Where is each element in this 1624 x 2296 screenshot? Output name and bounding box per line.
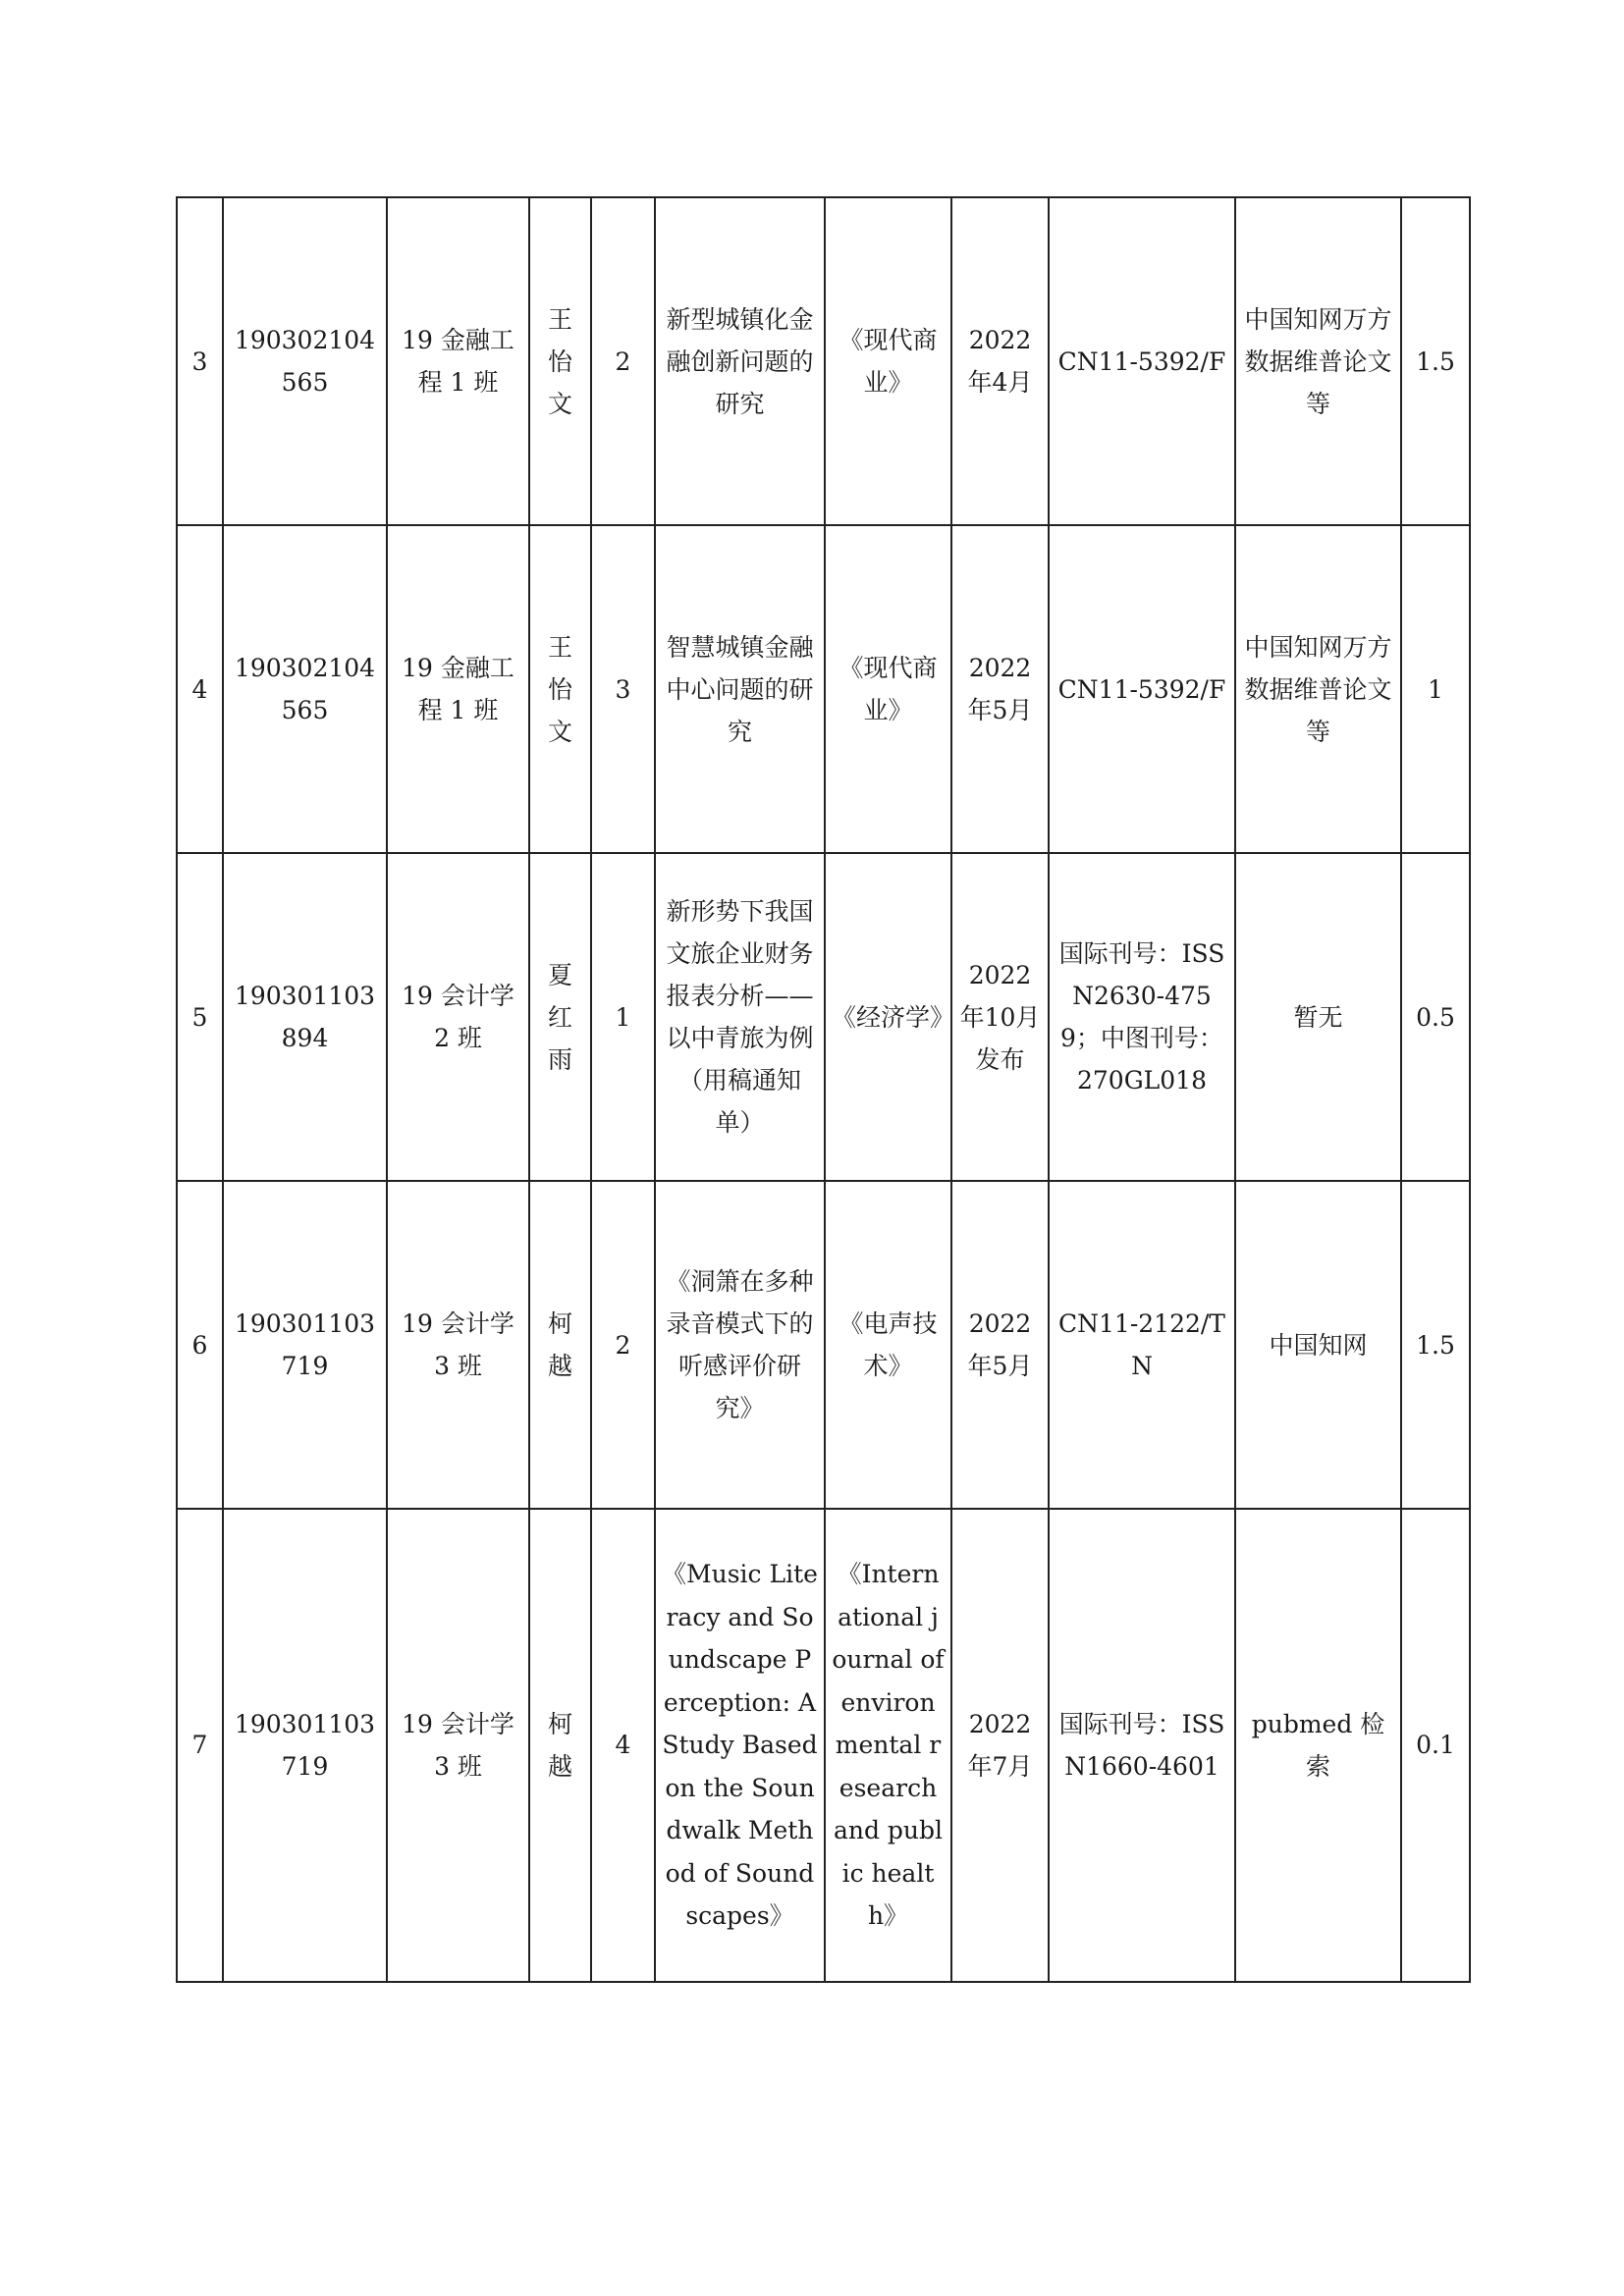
journal-name: 《现代商业》 [825, 525, 951, 853]
publish-date: 2022年4月 [951, 197, 1049, 525]
table-row [177, 853, 1470, 1181]
score: 1.5 [1401, 197, 1470, 525]
student-id: 190302104565 [223, 197, 387, 525]
indexed-in: 暂无 [1235, 853, 1401, 1181]
student-id: 190301103719 [223, 1181, 387, 1509]
publish-date: 2022年5月 [951, 1181, 1049, 1509]
class-name: 19 会计学 3 班 [387, 1509, 529, 1982]
issn-number: CN11-5392/F [1049, 197, 1235, 525]
author-name: 王怡文 [529, 525, 591, 853]
issn-number: 国际刊号：ISSN2630-4759；中图刊号：270GL018 [1049, 853, 1235, 1181]
table-row [177, 525, 1470, 853]
table-row [177, 1181, 1470, 1509]
score: 0.5 [1401, 853, 1470, 1181]
row-number: 6 [177, 1181, 223, 1509]
indexed-in: 中国知网万方数据维普论文等 [1235, 525, 1401, 853]
publish-date: 2022年7月 [951, 1509, 1049, 1982]
journal-name: 《International journal of environmental research and public health》 [825, 1509, 951, 1982]
paper-title: 智慧城镇金融中心问题的研究 [655, 525, 825, 853]
row-number: 7 [177, 1509, 223, 1982]
class-name: 19 金融工程 1 班 [387, 525, 529, 853]
student-id: 190301103894 [223, 853, 387, 1181]
class-name: 19 会计学 3 班 [387, 1181, 529, 1509]
indexed-in: pubmed 检索 [1235, 1509, 1401, 1982]
row-number: 3 [177, 197, 223, 525]
issn-number: 国际刊号：ISSN1660-4601 [1049, 1509, 1235, 1982]
journal-name: 《电声技术》 [825, 1181, 951, 1509]
paper-title: 新型城镇化金融创新问题的研究 [655, 197, 825, 525]
row-number: 5 [177, 853, 223, 1181]
class-name: 19 金融工程 1 班 [387, 197, 529, 525]
indexed-in: 中国知网万方数据维普论文等 [1235, 197, 1401, 525]
issn-number: CN11-5392/F [1049, 525, 1235, 853]
table-row [177, 197, 1470, 525]
author-name: 柯越 [529, 1181, 591, 1509]
author-name: 柯越 [529, 1509, 591, 1982]
paper-title: 新形势下我国文旅企业财务报表分析——以中青旅为例（用稿通知单） [655, 853, 825, 1181]
score: 1.5 [1401, 1181, 1470, 1509]
score: 1 [1401, 525, 1470, 853]
publish-date: 2022年5月 [951, 525, 1049, 853]
journal-name: 《经济学》 [825, 853, 951, 1181]
author-name: 王怡文 [529, 197, 591, 525]
class-name: 19 会计学 2 班 [387, 853, 529, 1181]
issn-number: CN11-2122/TN [1049, 1181, 1235, 1509]
score: 0.1 [1401, 1509, 1470, 1982]
row-number: 4 [177, 525, 223, 853]
author-rank: 2 [591, 197, 655, 525]
author-rank: 4 [591, 1509, 655, 1982]
author-name: 夏红雨 [529, 853, 591, 1181]
student-id: 190302104565 [223, 525, 387, 853]
paper-title: 《洞箫在多种录音模式下的听感评价研究》 [655, 1181, 825, 1509]
records-table [176, 196, 1471, 1983]
table-row [177, 1509, 1470, 1982]
author-rank: 3 [591, 525, 655, 853]
journal-name: 《现代商业》 [825, 197, 951, 525]
paper-title: 《Music Literacy and Soundscape Perception: A Study Based on the Soundwalk Method of Soundscapes》 [655, 1509, 825, 1982]
author-rank: 1 [591, 853, 655, 1181]
student-id: 190301103719 [223, 1509, 387, 1982]
author-rank: 2 [591, 1181, 655, 1509]
publish-date: 2022年10月发布 [951, 853, 1049, 1181]
indexed-in: 中国知网 [1235, 1181, 1401, 1509]
